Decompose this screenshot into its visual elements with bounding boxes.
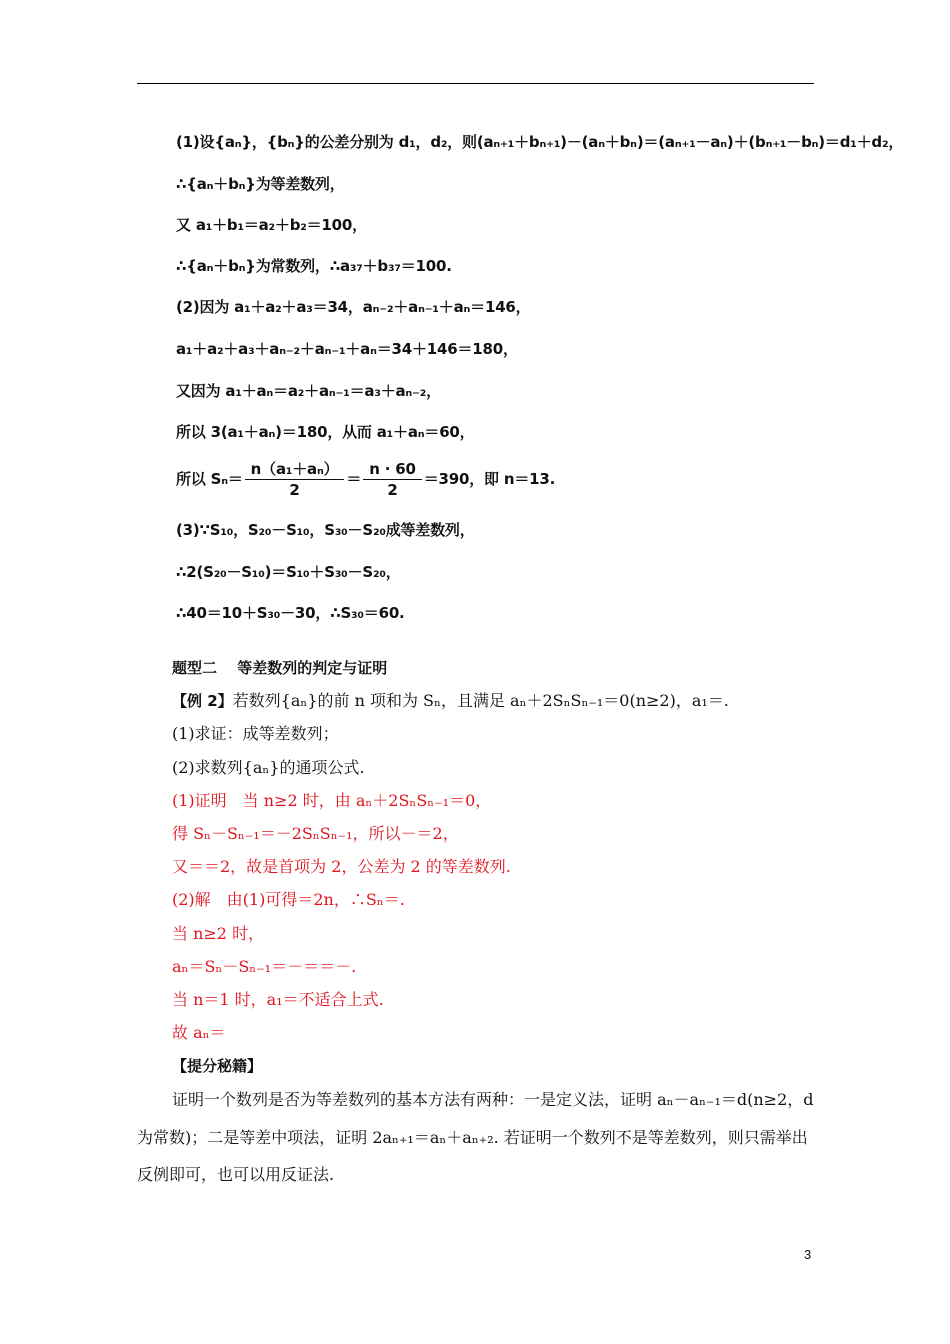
header-rule: [137, 83, 814, 84]
example-question-2: (2)求数列{aₙ}的通项公式.: [172, 758, 365, 777]
formula-equals: ＝: [346, 470, 362, 488]
answer-line-5: 当 n≥2 时，: [172, 924, 265, 943]
fraction-2: [363, 459, 422, 500]
example-question-1: (1)求证：成等差数列；: [172, 724, 339, 743]
fraction-1-numerator: n（a₁＋aₙ）: [245, 459, 345, 480]
answer-line-8: 故 aₙ＝: [172, 1023, 226, 1042]
solution-line-1: (1)设{aₙ}，{bₙ}的公差分别为 d₁，d₂，则(aₙ₊₁＋bₙ₊₁)－(aₙ＋bₙ)＝(aₙ₊₁－aₙ)＋(bₙ₊₁－bₙ)＝d₁＋d₂，: [176, 133, 904, 151]
solution-line-5: (2)因为 a₁＋a₂＋a₃＝34，aₙ₋₂＋aₙ₋₁＋aₙ＝146，: [176, 298, 531, 316]
tips-line-2: 为常数)；二是等差中项法，证明 2aₙ₊₁＝aₙ＋aₙ₊₂. 若证明一个数列不是等差数列，则只需举出: [137, 1128, 808, 1147]
section-heading: 题型二 等差数列的判定与证明: [172, 659, 388, 677]
answer-line-2: 得 Sₙ－Sₙ₋₁＝－2SₙSₙ₋₁，所以－＝2，: [172, 824, 459, 843]
answer-line-6: aₙ＝Sₙ－Sₙ₋₁＝－＝＝－.: [172, 957, 357, 976]
solution-line-11: ∴40＝10＋S₃₀－30，∴S₃₀＝60.: [176, 604, 405, 622]
tips-line-1: 证明一个数列是否为等差数列的基本方法有两种：一是定义法，证明 aₙ－aₙ₋₁＝d(n≥2，d: [172, 1090, 814, 1109]
page-number: 3: [804, 1247, 812, 1262]
fraction-1-denominator: 2: [289, 481, 300, 499]
solution-line-6: a₁＋a₂＋a₃＋aₙ₋₂＋aₙ₋₁＋aₙ＝34＋146＝180，: [176, 340, 518, 358]
tips-line-3: 反例即可，也可以用反证法.: [137, 1165, 335, 1184]
fraction-1: [245, 459, 345, 500]
example-label: 【例 2】: [172, 692, 233, 710]
solution-line-4: ∴{aₙ＋bₙ}为常数列，∴a₃₇＋b₃₇＝100.: [176, 257, 452, 275]
formula-prefix: 所以 Sₙ＝: [176, 470, 243, 488]
tips-heading: 【提分秘籍】: [172, 1057, 263, 1075]
solution-line-10: ∴2(S₂₀－S₁₀)＝S₁₀＋S₃₀－S₂₀，: [176, 563, 401, 581]
answer-line-3: 又＝＝2，故是首项为 2，公差为 2 的等差数列.: [172, 857, 511, 876]
solution-line-9: (3)∵S₁₀，S₂₀－S₁₀，S₃₀－S₂₀成等差数列，: [176, 521, 475, 539]
answer-line-4: (2)解 由(1)可得＝2n，∴Sₙ＝.: [172, 890, 405, 909]
solution-line-8: 所以 3(a₁＋aₙ)＝180，从而 a₁＋aₙ＝60，: [176, 423, 475, 441]
solution-line-3: 又 a₁＋b₁＝a₂＋b₂＝100，: [176, 216, 367, 234]
formula-suffix: ＝390，即 n＝13.: [423, 470, 556, 488]
formula-line: [176, 455, 555, 503]
example-text: 若数列{aₙ}的前 n 项和为 Sₙ，且满足 aₙ＋2SₙSₙ₋₁＝0(n≥2)，a₁＝.: [232, 691, 729, 710]
fraction-2-numerator: n · 60: [363, 459, 422, 480]
answer-line-7: 当 n＝1 时，a₁＝不适合上式.: [172, 990, 384, 1009]
fraction-2-denominator: 2: [387, 481, 398, 499]
example-line: [172, 690, 729, 712]
solution-line-2: ∴{aₙ＋bₙ}为等差数列，: [176, 175, 345, 193]
solution-line-7: 又因为 a₁＋aₙ＝a₂＋aₙ₋₁＝a₃＋aₙ₋₂，: [176, 382, 441, 400]
answer-line-1: (1)证明 当 n≥2 时，由 aₙ＋2SₙSₙ₋₁＝0，: [172, 791, 492, 810]
